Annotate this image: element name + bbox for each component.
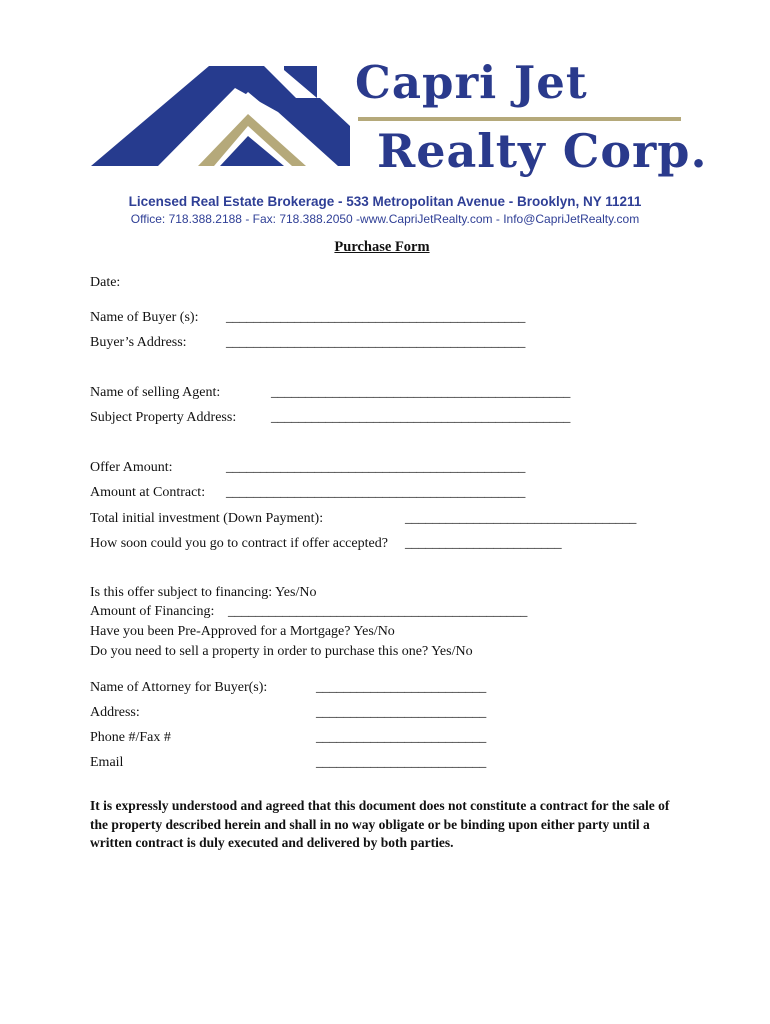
attorney-name-label: Name of Attorney for Buyer(s): bbox=[90, 680, 268, 695]
attorney-address-label: Address: bbox=[90, 705, 140, 720]
amount-of-financing-label: Amount of Financing: bbox=[90, 604, 215, 619]
initial-investment-field[interactable]: __________________________________ bbox=[405, 511, 637, 526]
subject-to-financing-question: Is this offer subject to financing: Yes/No bbox=[90, 585, 317, 600]
attorney-address-field[interactable]: _________________________ bbox=[316, 705, 487, 720]
how-soon-field[interactable]: _______________________ bbox=[405, 536, 562, 551]
attorney-email-field[interactable]: _________________________ bbox=[316, 755, 487, 770]
how-soon-label: How soon could you go to contract if offer accepted? bbox=[90, 536, 388, 551]
attorney-name-field[interactable]: _________________________ bbox=[316, 680, 487, 695]
date-label: Date: bbox=[90, 275, 121, 290]
initial-investment-label: Total initial investment (Down Payment): bbox=[90, 511, 324, 526]
offer-amount-label: Offer Amount: bbox=[90, 460, 173, 475]
pre-approved-question: Have you been Pre-Approved for a Mortgage? Yes/No bbox=[90, 624, 395, 639]
legal-disclaimer: It is expressly understood and agreed that this document does not constitute a contract for the sale of the property described herein and shall in no way obligate or be binding upon either party until a written contract is duly executed and delivered by both parties. bbox=[90, 798, 670, 850]
brokerage-address: Licensed Real Estate Brokerage - 533 Metropolitan Avenue - Brooklyn, NY 11211 bbox=[128, 194, 642, 209]
offer-amount-field[interactable]: ____________________________________________ bbox=[226, 460, 526, 475]
company-logo-house-icon bbox=[88, 62, 350, 170]
amount-of-financing-field[interactable]: ____________________________________________ bbox=[228, 604, 528, 619]
need-to-sell-question: Do you need to sell a property in order to purchase this one? Yes/No bbox=[90, 644, 473, 659]
amount-at-contract-label: Amount at Contract: bbox=[90, 485, 206, 500]
company-name-line-2: Realty Corp. bbox=[377, 124, 708, 178]
buyer-name-label: Name of Buyer (s): bbox=[90, 310, 199, 325]
selling-agent-field[interactable]: ____________________________________________ bbox=[271, 385, 571, 400]
form-title: Purchase Form bbox=[334, 239, 430, 255]
buyer-address-label: Buyer’s Address: bbox=[90, 335, 187, 350]
attorney-email-label: Email bbox=[90, 755, 124, 770]
property-address-label: Subject Property Address: bbox=[90, 410, 237, 425]
attorney-phone-fax-field[interactable]: _________________________ bbox=[316, 730, 487, 745]
company-name-line-1: Capri Jet bbox=[355, 56, 588, 109]
brand-divider bbox=[358, 117, 681, 121]
amount-at-contract-field[interactable]: ____________________________________________ bbox=[226, 485, 526, 500]
property-address-field[interactable]: ____________________________________________ bbox=[271, 410, 571, 425]
buyer-name-field[interactable]: ____________________________________________ bbox=[226, 310, 526, 325]
buyer-address-field[interactable]: ____________________________________________ bbox=[226, 335, 526, 350]
attorney-phone-fax-label: Phone #/Fax # bbox=[90, 730, 171, 745]
selling-agent-label: Name of selling Agent: bbox=[90, 385, 221, 400]
contact-info: Office: 718.388.2188 - Fax: 718.388.2050 -www.CapriJetRealty.com - Info@CapriJetRealty.com bbox=[130, 212, 640, 226]
